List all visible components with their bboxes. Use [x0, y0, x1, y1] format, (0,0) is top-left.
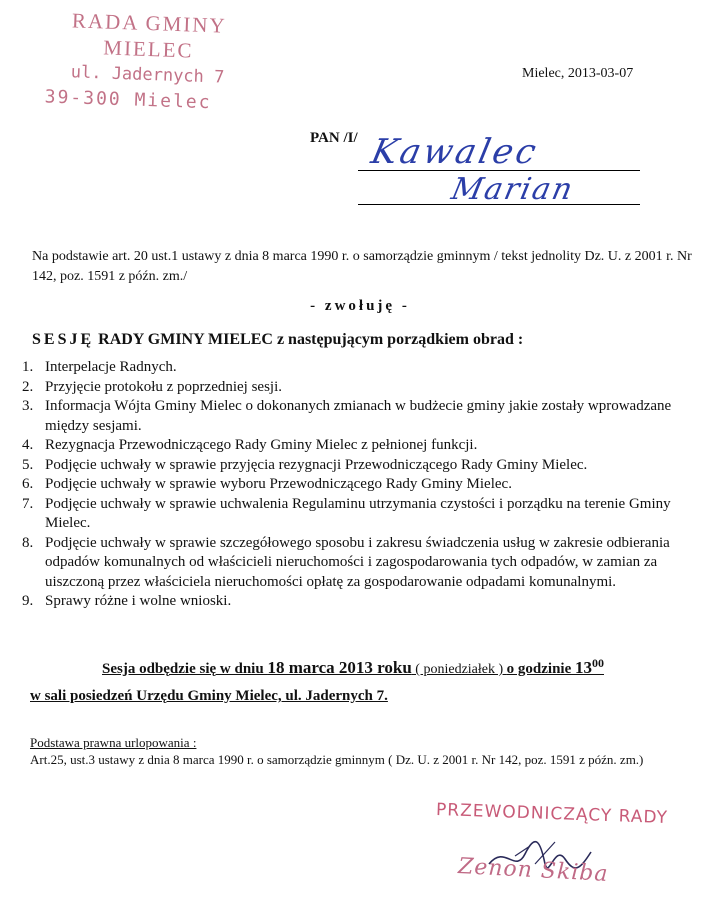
agenda-item	[22, 358, 702, 378]
chair-name-stamp: Zenon Skiba	[457, 854, 610, 887]
agenda-item	[22, 436, 702, 456]
leave-basis	[30, 734, 710, 768]
agenda-item-text: Rezygnacja Przewodniczącego Rady Gminy Mielec z pełnionej funkcji.	[45, 437, 478, 453]
council-address-stamp	[26, 6, 269, 118]
agenda-item	[22, 495, 702, 534]
agenda-item-text: Podjęcie uchwały w sprawie szczegółowego sposobu i zakresu świadczenia usług w zakresie odbierania odpadów komunalnych od właścicieli nieruchomości i zagospodarowania tych odpadów, w zamian za uiszczoną przez właściciela nieruchomości opłatę za gospodarowanie odpadami komunalnymi.	[45, 534, 670, 590]
meeting-date-line	[102, 656, 604, 678]
session-heading	[32, 331, 523, 349]
agenda-item-number: 1.	[22, 359, 34, 375]
stamp-line-3: 39-300 Mielec	[44, 86, 212, 114]
agenda-item-number: 4.	[22, 437, 34, 453]
meeting-date: 18 marca 2013 roku	[267, 658, 412, 677]
convenes-heading: - zwołuję -	[310, 298, 410, 314]
agenda-item	[22, 397, 702, 436]
chair-title-stamp: PRZEWODNICZĄCY RADY	[435, 799, 669, 829]
agenda-item	[22, 456, 702, 476]
agenda-item-text: Interpelacje Radnych.	[45, 359, 177, 375]
session-heading-rest: RADY GMINY MIELEC z następującym porządkiem obrad :	[94, 331, 524, 348]
agenda-list	[22, 358, 702, 612]
addressee-line-2	[358, 204, 640, 205]
agenda-item-text: Podjęcie uchwały w sprawie wyboru Przewodniczącego Rady Gminy Mielec.	[45, 476, 512, 492]
legal-basis-paragraph: Na podstawie art. 20 ust.1 ustawy z dnia 8 marca 1990 r. o samorządzie gminnym / tekst jednolity Dz. U. z 2001 r. Nr 142, poz. 1591 z późn. zm./	[32, 249, 692, 284]
agenda-item-number: 5.	[22, 456, 34, 473]
agenda-item	[22, 592, 702, 612]
addressee-label: PAN /I/	[310, 130, 358, 146]
agenda-item-number: 2.	[22, 378, 34, 395]
agenda-item-number: 3.	[22, 398, 34, 414]
meeting-minutes: 00	[592, 656, 604, 670]
agenda-item-number: 6.	[22, 476, 34, 492]
agenda-item-number: 9.	[22, 593, 34, 609]
agenda-item-text: Podjęcie uchwały w sprawie uchwalenia Regulaminu utrzymania czystości i porządku na terenie Gminy Mielec.	[45, 495, 671, 531]
agenda-item-number: 8.	[22, 534, 34, 551]
agenda-item-text: Sprawy różne i wolne wnioski.	[45, 593, 232, 609]
session-heading-spaced: SESJĘ	[32, 331, 95, 348]
meeting-weekday: ( poniedziałek )	[411, 662, 507, 677]
handwritten-surname: Kawalec	[367, 132, 543, 172]
addressee-line-1	[358, 170, 640, 171]
agenda-item	[22, 475, 702, 495]
agenda-item-text: Podjęcie uchwały w sprawie przyjęcia rezygnacji Przewodniczącego Rady Gminy Mielec.	[45, 456, 588, 473]
stamp-line-1: RADA GMINY MIELEC	[71, 8, 228, 63]
place-date: Mielec, 2013-03-07	[522, 66, 634, 81]
agenda-item-text: Informacja Wójta Gminy Mielec o dokonanych zmianach w budżecie gminy jakie zostały wprowadzane między sesjami.	[45, 398, 672, 434]
leave-basis-text: Art.25, ust.3 ustawy z dnia 8 marca 1990 r. o samorządzie gminnym ( Dz. U. z 2001 r. Nr 142, poz. 1591 z późn. zm.)	[30, 752, 644, 767]
agenda-item	[22, 378, 702, 398]
agenda-item	[22, 534, 702, 593]
addressee-block	[310, 130, 640, 210]
agenda-item-number: 7.	[22, 495, 34, 512]
leave-basis-title: Podstawa prawna urlopowania :	[30, 735, 197, 750]
handwritten-first-name: Marian	[448, 172, 578, 207]
meeting-hour: 13	[575, 658, 592, 677]
agenda-item-text: Przyjęcie protokołu z poprzedniej sesji.	[45, 378, 283, 395]
meeting-time-intro: o godzinie	[506, 661, 575, 677]
meeting-intro: Sesja odbędzie się w dniu	[102, 661, 268, 677]
stamp-line-2: ul. Jadernych 7	[70, 62, 225, 88]
meeting-location: w sali posiedzeń Urzędu Gminy Mielec, ul. Jadernych 7.	[30, 688, 388, 704]
